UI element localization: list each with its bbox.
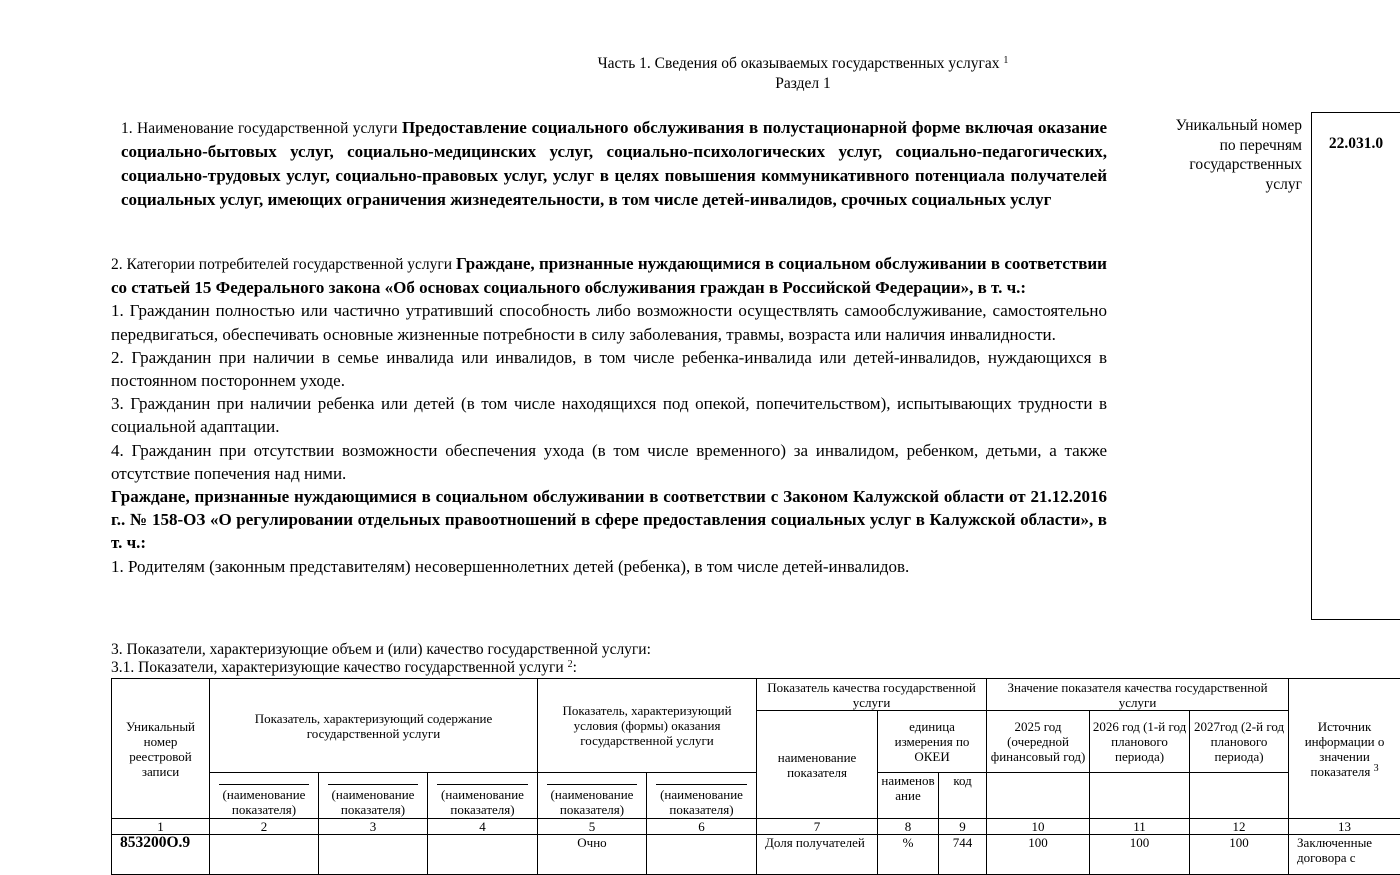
service-name-paragraph (121, 116, 1107, 212)
consumer-categories (111, 252, 1107, 578)
section-title: Раздел 1 (0, 74, 1400, 94)
column-number: 10 (987, 819, 1090, 835)
group1-item: 2. Гражданин при наличии в семье инвалида или инвалидов, в том числе ребенка-инвалида или детей-инвалидов, нуждающихся в постоянном постороннем уходе. (111, 346, 1107, 392)
sub-label: (наименование показателя) (660, 787, 743, 817)
group2-title: Граждане, признанные нуждающимися в социальном обслуживании в соответствии с Законом Калужской области от 21.12.2016 г.. № 158-ОЗ «О регулировании отдельных правоотношений в сфере предоставления социальных услуг в Калужской области», в т. ч.: (111, 485, 1107, 555)
empty-cell (210, 835, 319, 875)
unique-number-box (1311, 112, 1400, 620)
header-year-2025: 2025 год (очередной финансовый год) (987, 711, 1090, 773)
unique-number-value: 22.031.0 (1312, 135, 1400, 153)
column-number: 5 (538, 819, 647, 835)
sub-label: (наименование показателя) (223, 787, 306, 817)
sub-indicator-condition-1 (538, 773, 647, 819)
header-year-2026: 2026 год (1-й год планового периода) (1090, 711, 1190, 773)
source-label: Источник информации о значении показателя (1305, 719, 1385, 779)
header-content: Показатель, характеризующий содержание государственной услуги (210, 679, 538, 773)
service-name-label: 1. Наименование государственной услуги (121, 120, 402, 137)
column-number: 12 (1190, 819, 1289, 835)
condition-value: Очно (538, 835, 647, 875)
column-number: 3 (319, 819, 428, 835)
footnote-mark: 3 (1374, 763, 1379, 774)
column-number: 2 (210, 819, 319, 835)
column-number: 13 (1289, 819, 1400, 835)
header-year-2027: 2027год (2-й год планового периода) (1190, 711, 1289, 773)
header-registry: Уникальный номер реестровой записи (112, 679, 210, 819)
value-2025: 100 (987, 835, 1090, 875)
sub-indicator-content-2 (319, 773, 428, 819)
empty-cell (1090, 773, 1190, 819)
indicators-heading (111, 641, 651, 677)
unit-name-value: % (878, 835, 939, 875)
part-title: Часть 1. Сведения об оказываемых государственных услугах (598, 55, 1000, 72)
column-number: 4 (428, 819, 538, 835)
quality-indicators-table (111, 678, 1400, 875)
empty-cell (647, 835, 757, 875)
group1-item: 4. Гражданин при отсутствии возможности обеспечения ухода (в том числе временного) за инвалидом, ребенком, детьми, а также отсутствие попечения над ними. (111, 439, 1107, 485)
sub-label: (наименование показателя) (551, 787, 634, 817)
sub-indicator-condition-2 (647, 773, 757, 819)
empty-cell (319, 835, 428, 875)
sub-indicator-content-3 (428, 773, 538, 819)
value-2027: 100 (1190, 835, 1289, 875)
group1-item: 1. Гражданин полностью или частично утративший способность либо возможности осуществлять самообслуживание, самостоятельно передвигаться, обеспечивать основные жизненные потребности в силу заболевания, травмы, возраста или наличия инвалидности. (111, 299, 1107, 345)
group2-item: 1. Родителям (законным представителям) несовершеннолетних детей (ребенка), в том числе детей-инвалидов. (111, 555, 1107, 578)
column-number: 8 (878, 819, 939, 835)
registry-number: 853200О.9 (112, 835, 210, 875)
group1-title: Граждане, признанные нуждающимися в социальном обслуживании в соответствии со статьей 15 Федерального закона «Об основах социального обслуживания граждан в Российской Федерации», в т. ч.: (111, 254, 1107, 297)
sub-label: (наименование показателя) (332, 787, 415, 817)
subheading-colon: : (573, 659, 577, 676)
categories-label: 2. Категории потребителей государственной услуги (111, 256, 456, 273)
indicators-title: 3. Показатели, характеризующие объем и (или) качество государственной услуги: (111, 641, 651, 659)
unique-number-label: Уникальный номер по перечням государственных услуг (1168, 116, 1302, 194)
part-heading (0, 54, 1400, 94)
quality-subheading: 3.1. Показатели, характеризующие качество государственной услуги (111, 659, 568, 676)
empty-cell (428, 835, 538, 875)
service-name-value: Предоставление социального обслуживания в полустационарной форме включая оказание социально-бытовых услуг, социально-медицинских услуг, социально-психологических услуг, социально-педагогических, социально-трудовых услуг, социально-правовых услуг, услуг в целях повышения коммуникативного потенциала получателей социальных услуг, имеющих ограничения жизнедеятельности, в том числе детей-инвалидов, срочных социальных услуг (121, 118, 1107, 209)
header-conditions: Показатель, характеризующий условия (формы) оказания государственной услуги (538, 679, 757, 773)
header-unit-code: код (939, 773, 987, 819)
column-number: 6 (647, 819, 757, 835)
header-values: Значение показателя качества государственной услуги (987, 679, 1289, 711)
footnote-mark: 1 (1003, 55, 1008, 66)
sub-indicator-content-1 (210, 773, 319, 819)
header-indicator-name: наименование показателя (757, 711, 878, 819)
header-unit-name: наименов ание (878, 773, 939, 819)
header-quality: Показатель качества государственной услуги (757, 679, 987, 711)
source-value: Заключенные договора с (1289, 835, 1400, 875)
column-number: 1 (112, 819, 210, 835)
value-2026: 100 (1090, 835, 1190, 875)
indicator-name-value: Доля получателей (757, 835, 878, 875)
unit-code-value: 744 (939, 835, 987, 875)
header-source (1289, 679, 1400, 819)
column-number-row (112, 819, 1400, 835)
group1-item: 3. Гражданин при наличии ребенка или детей (в том числе находящихся под опекой, попечительством), испытывающих трудности в социальной адаптации. (111, 392, 1107, 438)
footnote-mark: 2 (568, 659, 573, 670)
column-number: 9 (939, 819, 987, 835)
column-number: 7 (757, 819, 878, 835)
column-number: 11 (1090, 819, 1190, 835)
sub-label: (наименование показателя) (441, 787, 524, 817)
empty-cell (987, 773, 1090, 819)
table-row (112, 835, 1400, 875)
empty-cell (1190, 773, 1289, 819)
header-unit: единица измерения по ОКЕИ (878, 711, 987, 773)
